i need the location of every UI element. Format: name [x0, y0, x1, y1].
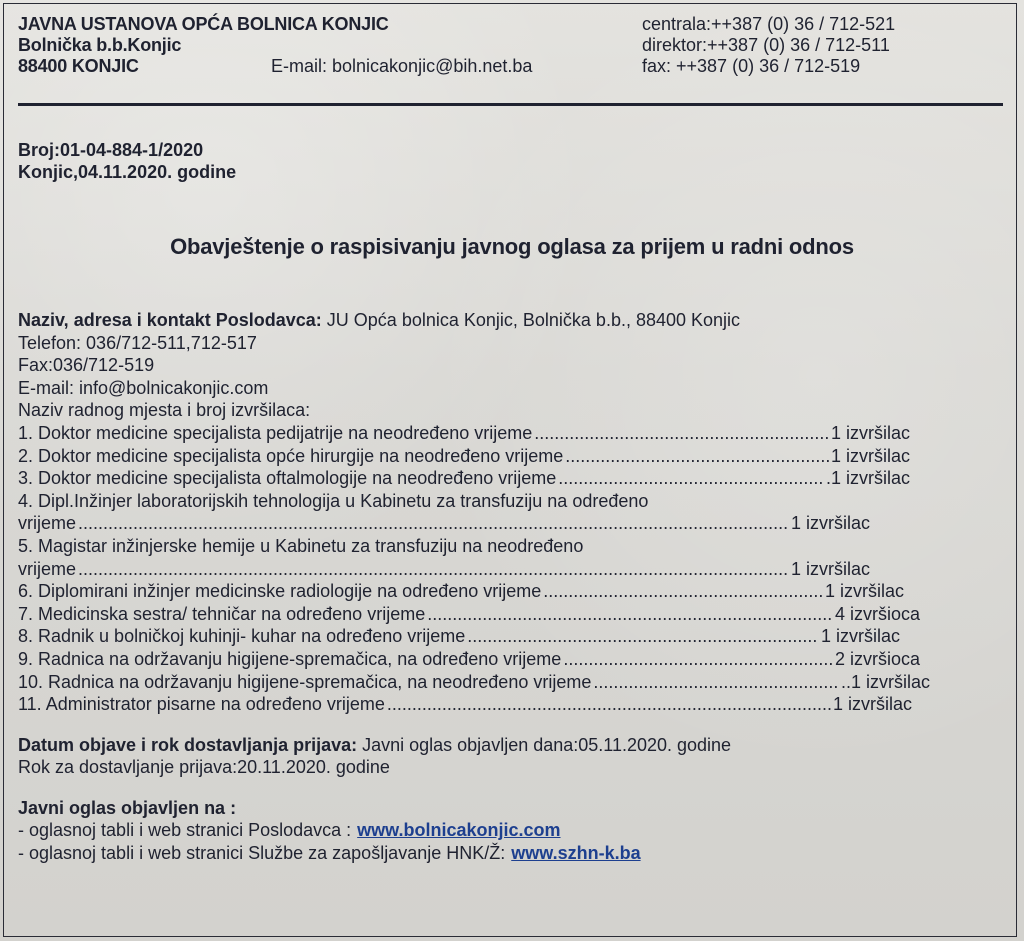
- institution-city: 88400 KONJIC: [18, 56, 139, 76]
- published-item-text: - oglasnoj tabli i web stranici Službe za zapošljavanje HNK/Ž:: [18, 843, 506, 864]
- employment-service-link[interactable]: www.szhn-k.ba: [511, 843, 641, 864]
- published-heading: Javni oglas objavljen na :: [18, 797, 237, 818]
- dot-leader: [593, 671, 839, 694]
- published-item-text: - oglasnoj tabli i web stranici Poslodavca :: [18, 820, 352, 841]
- position-count: 4 izvršioca: [834, 603, 920, 624]
- position-count: 1 izvršilac: [830, 445, 910, 466]
- position-title: 11. Administrator pisarne na određeno vrijeme: [18, 694, 385, 715]
- reference-number: Broj:01-04-884-1/2020: [18, 140, 204, 160]
- employer-phone: Telefon: 036/712-511,712-517: [18, 332, 257, 353]
- position-title: 2. Doktor medicine specijalista opće hirurgije na neodređeno vrijeme: [18, 445, 564, 466]
- position-count: 1 izvršilac: [830, 422, 910, 443]
- list-item: [18, 693, 912, 716]
- section-gap: [18, 779, 1008, 797]
- position-title: 3. Doktor medicine specijalista oftalmologije na neodređeno vrijeme: [18, 468, 557, 489]
- employer-email: E-mail: info@bolnicakonjic.com: [18, 377, 269, 398]
- dot-leader: [558, 467, 824, 490]
- position-title: 8. Radnik u bolničkoj kuhinji- kuhar na određeno vrijeme: [18, 626, 466, 647]
- position-title-line: 4. Dipl.Inžinjer laboratorijskih tehnologija u Kabinetu za transfuziju na određeno: [18, 490, 649, 511]
- position-title: vrijeme: [18, 558, 77, 579]
- position-count: 1 izvršilac: [824, 581, 904, 602]
- position-title-line: 5. Magistar inžinjerske hemije u Kabinetu za transfuziju na neodređeno: [18, 535, 584, 556]
- dot-leader: [78, 512, 789, 535]
- position-title: 1. Doktor medicine specijalista pedijatrije na neodređeno vrijeme: [18, 422, 533, 443]
- list-item: [18, 648, 920, 671]
- list-item: [18, 467, 910, 490]
- position-count: ..1 izvršilac: [840, 671, 930, 692]
- dot-leader: [387, 693, 831, 716]
- employer-fax: Fax:036/712-519: [18, 355, 155, 376]
- institution-email: E-mail: bolnicakonjic@bih.net.ba: [271, 56, 533, 76]
- position-count: 1 izvršilac: [832, 694, 912, 715]
- contact-fax: fax: ++387 (0) 36 / 712-519: [642, 56, 861, 76]
- dot-leader: [78, 558, 789, 581]
- employer-line: [18, 309, 1008, 332]
- position-count: .1 izvršilac: [825, 468, 910, 489]
- notice-body: [18, 309, 1008, 865]
- position-count: 2 izvršioca: [834, 648, 920, 669]
- list-item: [18, 422, 910, 445]
- list-item: [18, 603, 920, 626]
- notice-title: Obavještenje o raspisivanju javnog oglasa za prijem u radni odnos: [170, 234, 854, 259]
- list-item: [18, 558, 870, 581]
- published-item: [18, 842, 1008, 865]
- list-item: [18, 580, 904, 603]
- contact-director: direktor:++387 (0) 36 / 712-511: [642, 35, 890, 55]
- institution-address: Bolnička b.b.Konjic: [18, 35, 182, 55]
- institution-contacts: [642, 14, 895, 77]
- list-item: [18, 512, 870, 535]
- dates-deadline: Rok za dostavljanje prijava:20.11.2020. godine: [18, 757, 390, 778]
- dates-line: [18, 734, 1008, 757]
- position-title: vrijeme: [18, 513, 77, 534]
- list-item: [18, 625, 900, 648]
- dot-leader: [563, 648, 833, 671]
- dates-published: Javni oglas objavljen dana:05.11.2020. godine: [357, 734, 732, 755]
- published-item: [18, 819, 1008, 842]
- positions-list: [18, 422, 1008, 716]
- institution-name: JAVNA USTANOVA OPĆA BOLNICA KONJIC: [18, 14, 389, 34]
- reference-date: Konjic,04.11.2020. godine: [18, 162, 237, 182]
- position-title: 6. Diplomirani inžinjer medicinske radiologije na određeno vrijeme: [18, 581, 542, 602]
- employer-website-link[interactable]: www.bolnicakonjic.com: [357, 820, 561, 841]
- dot-leader: [467, 625, 819, 648]
- dot-leader: [543, 580, 823, 603]
- dates-label: Datum objave i rok dostavljanja prijava:: [18, 734, 358, 755]
- dot-leader: [534, 422, 829, 445]
- position-count: 1 izvršilac: [790, 558, 870, 579]
- contact-switchboard: centrala:++387 (0) 36 / 712-521: [642, 14, 896, 34]
- position-title: 7. Medicinska sestra/ tehničar na određeno vrijeme: [18, 603, 426, 624]
- position-title: 10. Radnica na održavanju higijene-spremačica, na neodređeno vrijeme: [18, 671, 592, 692]
- reference-block: [18, 139, 236, 183]
- section-gap: [18, 716, 1008, 734]
- list-item: [18, 445, 910, 468]
- position-count: 1 izvršilac: [820, 626, 900, 647]
- position-count: 1 izvršilac: [790, 513, 870, 534]
- dot-leader: [565, 445, 829, 468]
- positions-heading: Naziv radnog mjesta i broj izvršilaca:: [18, 400, 311, 421]
- list-item: [18, 671, 930, 694]
- header-divider: [18, 103, 1003, 106]
- employer-value: JU Opća bolnica Konjic, Bolnička b.b., 88400 Konjic: [321, 310, 741, 330]
- dot-leader: [427, 603, 833, 626]
- position-title: 9. Radnica na održavanju higijene-spremačica, na određeno vrijeme: [18, 648, 562, 669]
- employer-label: Naziv, adresa i kontakt Poslodavca:: [18, 310, 322, 330]
